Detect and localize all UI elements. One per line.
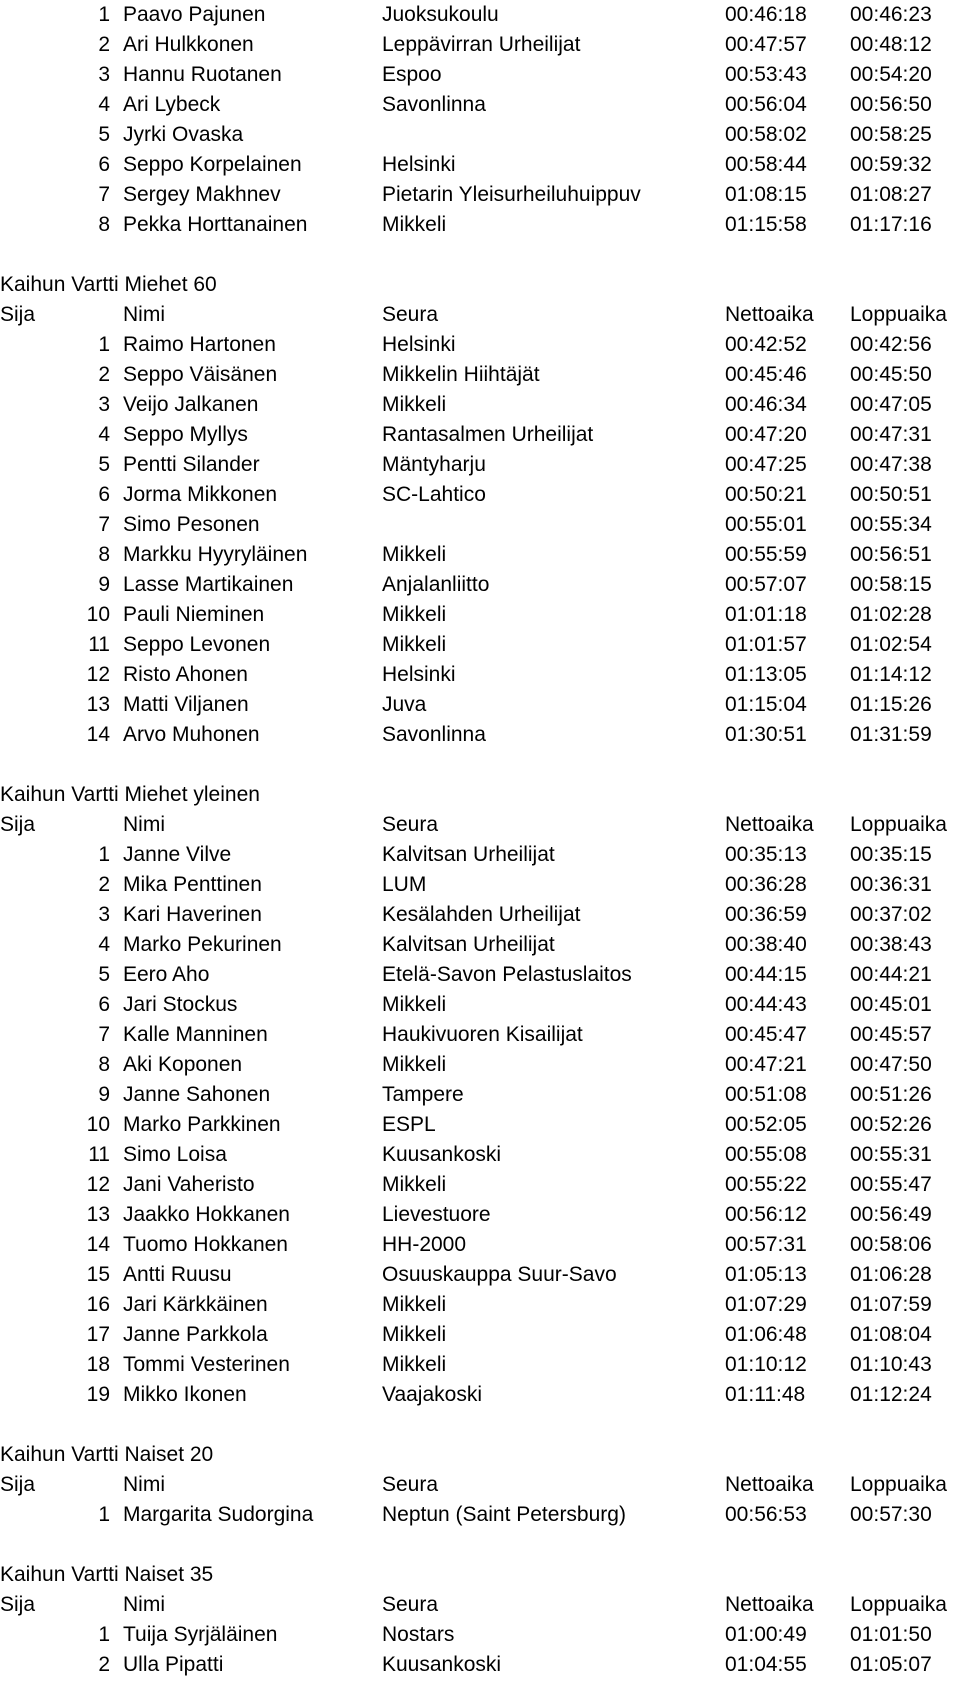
rank-cell: 4: [98, 933, 110, 956]
club-cell: HH-2000: [382, 1233, 467, 1256]
club-cell: Savonlinna: [382, 723, 486, 746]
result-row: [0, 330, 960, 360]
final-time-cell: 01:05:07: [850, 1653, 932, 1676]
section-title: Kaihun Vartti Miehet yleinen: [0, 783, 260, 806]
section-title: Kaihun Vartti Naiset 35: [0, 1563, 214, 1586]
result-row: [0, 1140, 960, 1170]
name-cell: Antti Ruusu: [123, 1263, 232, 1286]
result-row: [0, 630, 960, 660]
result-row: [0, 1620, 960, 1650]
header-nettoaika: Nettoaika: [725, 1473, 814, 1496]
result-row: [0, 1260, 960, 1290]
final-time-cell: 00:51:26: [850, 1083, 932, 1106]
final-time-cell: 00:55:31: [850, 1143, 932, 1166]
club-cell: Haukivuoren Kisailijat: [382, 1023, 583, 1046]
name-cell: Ulla Pipatti: [123, 1653, 224, 1676]
club-cell: Mikkelin Hiihtäjät: [382, 363, 540, 386]
section-spacer: [0, 1410, 960, 1440]
rank-cell: 12: [86, 1173, 110, 1196]
club-cell: Espoo: [382, 63, 442, 86]
column-header-row: [0, 1590, 960, 1620]
name-cell: Pentti Silander: [123, 453, 260, 476]
header-nimi: Nimi: [123, 1473, 165, 1496]
section-spacer: [0, 1530, 960, 1560]
rank-cell: 7: [98, 183, 110, 206]
final-time-cell: 00:58:25: [850, 123, 932, 146]
name-cell: Marko Pekurinen: [123, 933, 282, 956]
result-row: [0, 1110, 960, 1140]
net-time-cell: 00:56:53: [725, 1503, 807, 1526]
result-row: [0, 1380, 960, 1410]
section-spacer: [0, 750, 960, 780]
name-cell: Ari Lybeck: [123, 93, 221, 116]
rank-cell: 11: [88, 633, 110, 656]
club-cell: Vaajakoski: [382, 1383, 482, 1406]
final-time-cell: 00:48:12: [850, 33, 932, 56]
club-cell: Kalvitsan Urheilijat: [382, 933, 555, 956]
name-cell: Jari Stockus: [123, 993, 238, 1016]
rank-cell: 6: [98, 993, 110, 1016]
net-time-cell: 00:57:31: [725, 1233, 807, 1256]
name-cell: Arvo Muhonen: [123, 723, 260, 746]
final-time-cell: 01:17:16: [850, 213, 932, 236]
name-cell: Lasse Martikainen: [123, 573, 294, 596]
club-cell: Nostars: [382, 1623, 455, 1646]
final-time-cell: 00:56:49: [850, 1203, 932, 1226]
club-cell: Mikkeli: [382, 993, 447, 1016]
net-time-cell: 00:55:59: [725, 543, 807, 566]
final-time-cell: 00:45:01: [850, 993, 932, 1016]
club-cell: Osuuskauppa Suur-Savo: [382, 1263, 617, 1286]
net-time-cell: 00:35:13: [725, 843, 807, 866]
name-cell: Mika Penttinen: [123, 873, 262, 896]
club-cell: Helsinki: [382, 663, 456, 686]
rank-cell: 7: [98, 513, 110, 536]
net-time-cell: 01:13:05: [725, 663, 807, 686]
final-time-cell: 00:46:23: [850, 3, 932, 26]
result-row: [0, 720, 960, 750]
rank-cell: 1: [98, 1503, 110, 1526]
result-row: [0, 0, 960, 30]
result-row: [0, 60, 960, 90]
rank-cell: 13: [86, 1203, 110, 1226]
result-row: [0, 870, 960, 900]
club-cell: Juva: [382, 693, 427, 716]
final-time-cell: 00:37:02: [850, 903, 932, 926]
net-time-cell: 01:10:12: [725, 1353, 807, 1376]
rank-cell: 5: [98, 963, 110, 986]
rank-cell: 14: [86, 723, 110, 746]
net-time-cell: 00:52:05: [725, 1113, 807, 1136]
net-time-cell: 00:57:07: [725, 573, 807, 596]
net-time-cell: 00:51:08: [725, 1083, 807, 1106]
final-time-cell: 00:44:21: [850, 963, 932, 986]
final-time-cell: 01:08:04: [850, 1323, 932, 1346]
club-cell: Kalvitsan Urheilijat: [382, 843, 555, 866]
net-time-cell: 01:30:51: [725, 723, 807, 746]
name-cell: Tommi Vesterinen: [123, 1353, 290, 1376]
result-row: [0, 150, 960, 180]
final-time-cell: 01:08:27: [850, 183, 932, 206]
name-cell: Tuija Syrjäläinen: [123, 1623, 278, 1646]
result-row: [0, 570, 960, 600]
club-cell: Helsinki: [382, 153, 456, 176]
result-row: [0, 600, 960, 630]
column-header-row: [0, 1470, 960, 1500]
club-cell: Helsinki: [382, 333, 456, 356]
final-time-cell: 00:36:31: [850, 873, 932, 896]
rank-cell: 8: [98, 1053, 110, 1076]
name-cell: Markku Hyyryläinen: [123, 543, 308, 566]
header-loppuaika: Loppuaika: [850, 1473, 947, 1496]
header-seura: Seura: [382, 303, 439, 326]
net-time-cell: 00:44:15: [725, 963, 807, 986]
name-cell: Simo Pesonen: [123, 513, 260, 536]
result-row: [0, 1350, 960, 1380]
name-cell: Seppo Levonen: [123, 633, 271, 656]
net-time-cell: 00:46:34: [725, 393, 807, 416]
club-cell: Kuusankoski: [382, 1653, 502, 1676]
column-header-row: [0, 810, 960, 840]
result-row: [0, 1080, 960, 1110]
club-cell: Mikkeli: [382, 603, 447, 626]
header-sija: Sija: [0, 1593, 36, 1616]
header-seura: Seura: [382, 1473, 439, 1496]
rank-cell: 19: [86, 1383, 110, 1406]
name-cell: Eero Aho: [123, 963, 210, 986]
name-cell: Janne Vilve: [123, 843, 232, 866]
net-time-cell: 01:08:15: [725, 183, 807, 206]
result-row: [0, 480, 960, 510]
final-time-cell: 00:59:32: [850, 153, 932, 176]
rank-cell: 6: [98, 153, 110, 176]
rank-cell: 6: [98, 483, 110, 506]
net-time-cell: 00:45:47: [725, 1023, 807, 1046]
rank-cell: 2: [98, 873, 110, 896]
rank-cell: 4: [98, 93, 110, 116]
club-cell: Mikkeli: [382, 633, 447, 656]
final-time-cell: 00:58:06: [850, 1233, 932, 1256]
final-time-cell: 00:57:30: [850, 1503, 932, 1526]
header-loppuaika: Loppuaika: [850, 813, 947, 836]
net-time-cell: 00:46:18: [725, 3, 807, 26]
final-time-cell: 01:01:50: [850, 1623, 932, 1646]
rank-cell: 1: [98, 1623, 110, 1646]
club-cell: Kesälahden Urheilijat: [382, 903, 581, 926]
rank-cell: 13: [86, 693, 110, 716]
net-time-cell: 01:15:58: [725, 213, 807, 236]
club-cell: Mikkeli: [382, 1053, 447, 1076]
name-cell: Marko Parkkinen: [123, 1113, 281, 1136]
rank-cell: 1: [98, 3, 110, 26]
result-row: [0, 840, 960, 870]
final-time-cell: 01:07:59: [850, 1293, 932, 1316]
header-nimi: Nimi: [123, 1593, 165, 1616]
rank-cell: 2: [98, 1653, 110, 1676]
final-time-cell: 00:56:51: [850, 543, 932, 566]
net-time-cell: 00:45:46: [725, 363, 807, 386]
final-time-cell: 00:54:20: [850, 63, 932, 86]
net-time-cell: 00:56:04: [725, 93, 807, 116]
name-cell: Jorma Mikkonen: [123, 483, 278, 506]
name-cell: Matti Viljanen: [123, 693, 249, 716]
rank-cell: 3: [98, 393, 110, 416]
net-time-cell: 00:47:57: [725, 33, 807, 56]
final-time-cell: 00:56:50: [850, 93, 932, 116]
result-row: [0, 1200, 960, 1230]
name-cell: Hannu Ruotanen: [123, 63, 282, 86]
final-time-cell: 01:15:26: [850, 693, 932, 716]
final-time-cell: 01:31:59: [850, 723, 932, 746]
header-nettoaika: Nettoaika: [725, 813, 814, 836]
net-time-cell: 01:06:48: [725, 1323, 807, 1346]
final-time-cell: 00:58:15: [850, 573, 932, 596]
result-row: [0, 1650, 960, 1680]
club-cell: Etelä-Savon Pelastuslaitos: [382, 963, 632, 986]
net-time-cell: 00:38:40: [725, 933, 807, 956]
rank-cell: 18: [86, 1353, 110, 1376]
header-sija: Sija: [0, 1473, 36, 1496]
result-row: [0, 1170, 960, 1200]
club-cell: Kuusankoski: [382, 1143, 502, 1166]
name-cell: Seppo Väisänen: [123, 363, 278, 386]
net-time-cell: 01:07:29: [725, 1293, 807, 1316]
final-time-cell: 00:47:31: [850, 423, 932, 446]
club-cell: Anjalanliitto: [382, 573, 490, 596]
result-row: [0, 900, 960, 930]
rank-cell: 2: [98, 363, 110, 386]
final-time-cell: 00:47:38: [850, 453, 932, 476]
name-cell: Paavo Pajunen: [123, 3, 266, 26]
name-cell: Pauli Nieminen: [123, 603, 265, 626]
name-cell: Kari Haverinen: [123, 903, 262, 926]
net-time-cell: 00:55:01: [725, 513, 807, 536]
rank-cell: 5: [98, 453, 110, 476]
rank-cell: 8: [98, 213, 110, 236]
rank-cell: 7: [98, 1023, 110, 1046]
result-row: [0, 360, 960, 390]
result-row: [0, 540, 960, 570]
name-cell: Veijo Jalkanen: [123, 393, 259, 416]
net-time-cell: 00:53:43: [725, 63, 807, 86]
rank-cell: 15: [86, 1263, 110, 1286]
rank-cell: 2: [98, 33, 110, 56]
name-cell: Jaakko Hokkanen: [123, 1203, 290, 1226]
rank-cell: 16: [86, 1293, 110, 1316]
rank-cell: 10: [86, 603, 110, 626]
result-row: [0, 180, 960, 210]
net-time-cell: 01:11:48: [725, 1383, 806, 1406]
result-row: [0, 690, 960, 720]
net-time-cell: 00:58:44: [725, 153, 807, 176]
rank-cell: 9: [98, 573, 110, 596]
rank-cell: 1: [98, 843, 110, 866]
name-cell: Seppo Korpelainen: [123, 153, 302, 176]
name-cell: Pekka Horttanainen: [123, 213, 308, 236]
club-cell: Mikkeli: [382, 1323, 447, 1346]
net-time-cell: 00:36:28: [725, 873, 807, 896]
result-row: [0, 450, 960, 480]
club-cell: Savonlinna: [382, 93, 486, 116]
name-cell: Janne Sahonen: [123, 1083, 271, 1106]
result-row: [0, 90, 960, 120]
name-cell: Jani Vaheristo: [123, 1173, 255, 1196]
header-loppuaika: Loppuaika: [850, 303, 947, 326]
rank-cell: 17: [86, 1323, 110, 1346]
net-time-cell: 01:04:55: [725, 1653, 807, 1676]
header-seura: Seura: [382, 1593, 439, 1616]
net-time-cell: 00:55:08: [725, 1143, 807, 1166]
name-cell: Seppo Myllys: [123, 423, 248, 446]
club-cell: Rantasalmen Urheilijat: [382, 423, 594, 446]
result-row: [0, 1230, 960, 1260]
final-time-cell: 01:14:12: [850, 663, 932, 686]
final-time-cell: 01:10:43: [850, 1353, 932, 1376]
section-spacer: [0, 240, 960, 270]
rank-cell: 8: [98, 543, 110, 566]
final-time-cell: 01:12:24: [850, 1383, 932, 1406]
net-time-cell: 01:00:49: [725, 1623, 807, 1646]
final-time-cell: 00:35:15: [850, 843, 932, 866]
column-header-row: [0, 300, 960, 330]
net-time-cell: 01:15:04: [725, 693, 807, 716]
name-cell: Jari Kärkkäinen: [123, 1293, 268, 1316]
name-cell: Ari Hulkkonen: [123, 33, 254, 56]
net-time-cell: 01:01:18: [725, 603, 807, 626]
final-time-cell: 00:47:50: [850, 1053, 932, 1076]
final-time-cell: 01:02:54: [850, 633, 932, 656]
club-cell: Mikkeli: [382, 213, 447, 236]
result-row: [0, 510, 960, 540]
final-time-cell: 00:52:26: [850, 1113, 932, 1136]
final-time-cell: 00:50:51: [850, 483, 932, 506]
header-sija: Sija: [0, 813, 36, 836]
club-cell: Neptun (Saint Petersburg): [382, 1503, 626, 1526]
result-row: [0, 1050, 960, 1080]
club-cell: Lievestuore: [382, 1203, 491, 1226]
result-row: [0, 990, 960, 1020]
club-cell: Mikkeli: [382, 1353, 447, 1376]
club-cell: Mikkeli: [382, 1173, 447, 1196]
rank-cell: 3: [98, 903, 110, 926]
rank-cell: 5: [98, 123, 110, 146]
header-nettoaika: Nettoaika: [725, 303, 814, 326]
result-row: [0, 660, 960, 690]
name-cell: Janne Parkkola: [123, 1323, 268, 1346]
club-cell: Leppävirran Urheilijat: [382, 33, 581, 56]
name-cell: Raimo Hartonen: [123, 333, 276, 356]
club-cell: ESPL: [382, 1113, 436, 1136]
result-row: [0, 1500, 960, 1530]
header-nettoaika: Nettoaika: [725, 1593, 814, 1616]
net-time-cell: 00:56:12: [725, 1203, 807, 1226]
net-time-cell: 00:47:20: [725, 423, 807, 446]
result-row: [0, 930, 960, 960]
result-row: [0, 210, 960, 240]
final-time-cell: 00:38:43: [850, 933, 932, 956]
net-time-cell: 01:05:13: [725, 1263, 807, 1286]
net-time-cell: 00:42:52: [725, 333, 807, 356]
club-cell: LUM: [382, 873, 427, 896]
result-row: [0, 1320, 960, 1350]
final-time-cell: 00:45:50: [850, 363, 932, 386]
club-cell: Pietarin Yleisurheiluhuippuv: [382, 183, 641, 206]
rank-cell: 3: [98, 63, 110, 86]
final-time-cell: 01:02:28: [850, 603, 932, 626]
rank-cell: 9: [98, 1083, 110, 1106]
name-cell: Tuomo Hokkanen: [123, 1233, 288, 1256]
result-row: [0, 120, 960, 150]
name-cell: Risto Ahonen: [123, 663, 248, 686]
rank-cell: 11: [88, 1143, 110, 1166]
net-time-cell: 00:36:59: [725, 903, 807, 926]
result-row: [0, 960, 960, 990]
net-time-cell: 01:01:57: [725, 633, 807, 656]
net-time-cell: 00:47:21: [725, 1053, 807, 1076]
section-title: Kaihun Vartti Miehet 60: [0, 273, 217, 296]
header-sija: Sija: [0, 303, 36, 326]
net-time-cell: 00:44:43: [725, 993, 807, 1016]
name-cell: Kalle Manninen: [123, 1023, 268, 1046]
net-time-cell: 00:50:21: [725, 483, 807, 506]
section-title: Kaihun Vartti Naiset 20: [0, 1443, 214, 1466]
name-cell: Sergey Makhnev: [123, 183, 281, 206]
club-cell: Mäntyharju: [382, 453, 486, 476]
result-row: [0, 1020, 960, 1050]
result-row: [0, 390, 960, 420]
header-seura: Seura: [382, 813, 439, 836]
result-row: [0, 420, 960, 450]
club-cell: Mikkeli: [382, 393, 447, 416]
rank-cell: 1: [98, 333, 110, 356]
club-cell: Mikkeli: [382, 1293, 447, 1316]
club-cell: SC-Lahtico: [382, 483, 486, 506]
name-cell: Mikko Ikonen: [123, 1383, 247, 1406]
result-row: [0, 1290, 960, 1320]
rank-cell: 4: [98, 423, 110, 446]
club-cell: Mikkeli: [382, 543, 447, 566]
club-cell: Juoksukoulu: [382, 3, 499, 26]
header-nimi: Nimi: [123, 303, 165, 326]
final-time-cell: 00:45:57: [850, 1023, 932, 1046]
result-row: [0, 30, 960, 60]
header-nimi: Nimi: [123, 813, 165, 836]
name-cell: Simo Loisa: [123, 1143, 227, 1166]
name-cell: Jyrki Ovaska: [123, 123, 244, 146]
rank-cell: 14: [86, 1233, 110, 1256]
final-time-cell: 00:55:34: [850, 513, 932, 536]
final-time-cell: 00:42:56: [850, 333, 932, 356]
name-cell: Margarita Sudorgina: [123, 1503, 314, 1526]
rank-cell: 10: [86, 1113, 110, 1136]
net-time-cell: 00:58:02: [725, 123, 807, 146]
net-time-cell: 00:47:25: [725, 453, 807, 476]
club-cell: Tampere: [382, 1083, 464, 1106]
final-time-cell: 00:47:05: [850, 393, 932, 416]
final-time-cell: 01:06:28: [850, 1263, 932, 1286]
header-loppuaika: Loppuaika: [850, 1593, 947, 1616]
rank-cell: 12: [86, 663, 110, 686]
final-time-cell: 00:55:47: [850, 1173, 932, 1196]
name-cell: Aki Koponen: [123, 1053, 243, 1076]
net-time-cell: 00:55:22: [725, 1173, 807, 1196]
